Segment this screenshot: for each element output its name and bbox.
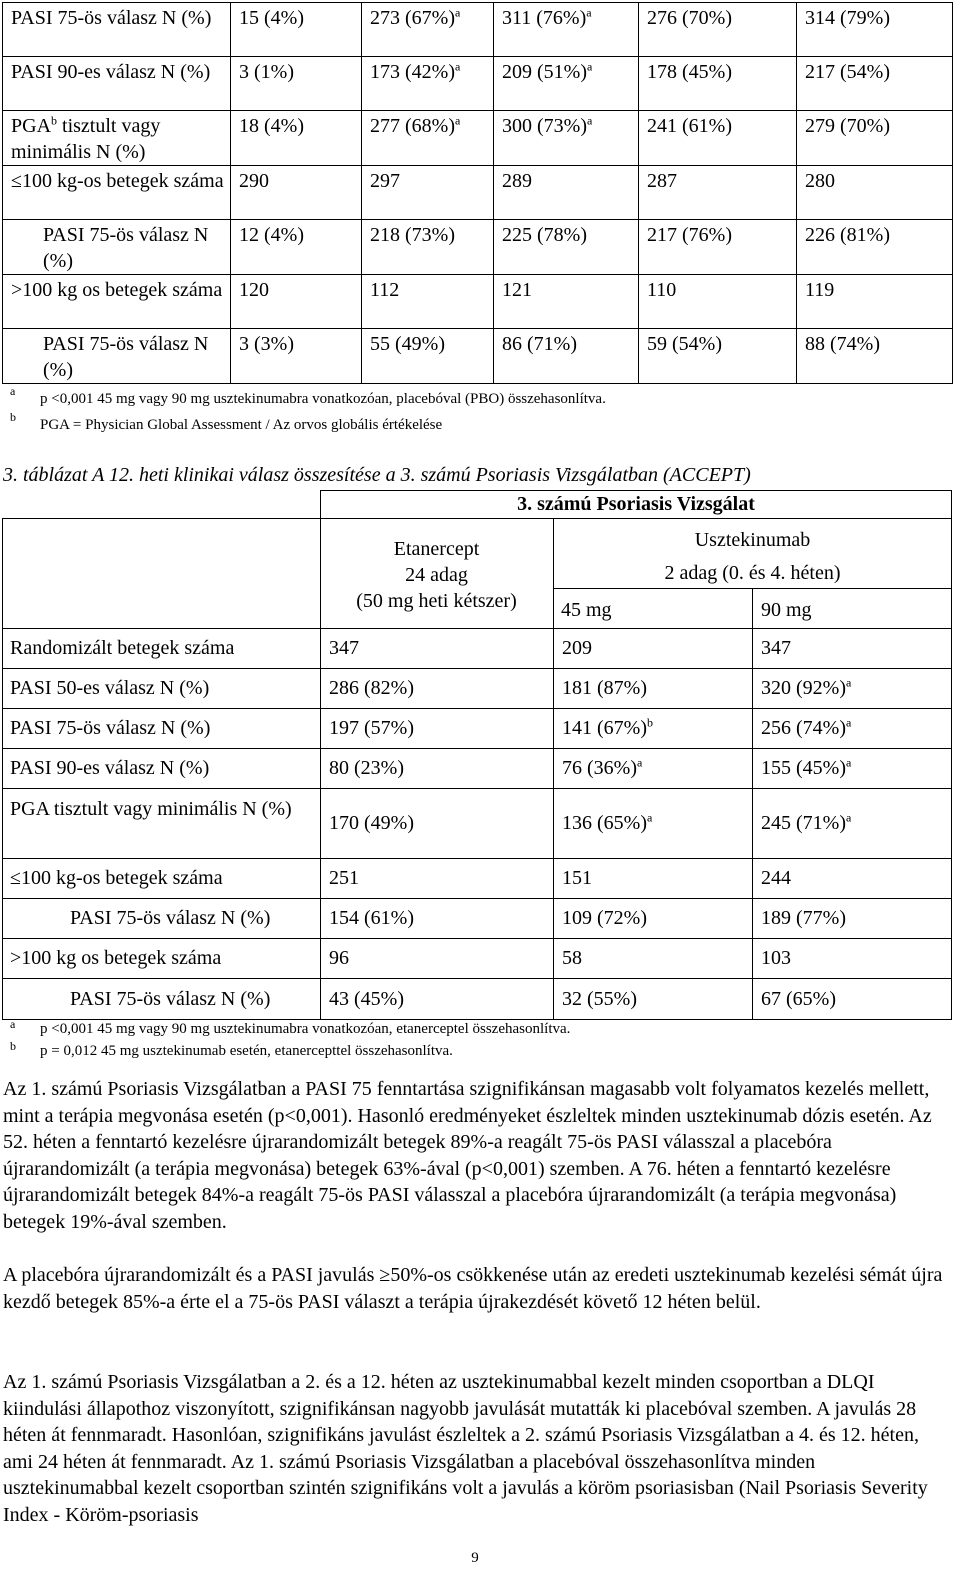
table-cell <box>329 755 404 781</box>
row-label: >100 kg os betegek száma <box>10 947 222 969</box>
table-cell <box>329 865 359 891</box>
row-label-text: PASI 75-ös válasz N (%) <box>11 7 212 29</box>
cell-value: 154 (61%) <box>329 907 414 929</box>
table-cell <box>329 905 414 931</box>
etanercept-header-line: 24 adag <box>405 564 468 586</box>
cell-value: 347 <box>329 637 359 659</box>
table-row <box>3 275 953 329</box>
footnote-text: p <0,001 45 mg vagy 90 mg usztekinumabra vonatkozóan, placebóval (PBO) összehasonlítva. <box>40 391 606 407</box>
cell-value: 59 (54%) <box>647 333 722 355</box>
table-cell <box>639 275 797 329</box>
table-row <box>3 220 953 275</box>
footnote-mark: a <box>10 384 16 398</box>
table-cell <box>494 166 639 220</box>
table-cell <box>231 111 362 166</box>
dose-header-90: 90 mg <box>761 599 812 621</box>
cell-value: 96 <box>329 947 349 969</box>
significance-mark: a <box>454 59 461 74</box>
table-cell <box>329 635 359 661</box>
table-cell <box>797 220 953 275</box>
table-cell <box>639 3 797 57</box>
cell-value: 86 (71%) <box>502 333 577 355</box>
cell-value: 280 <box>805 170 835 192</box>
row-label <box>3 166 231 220</box>
table-cell <box>761 675 851 701</box>
cell-value: 217 (54%) <box>805 61 890 83</box>
row-label <box>3 3 231 57</box>
cell-value: 141 (67%) <box>562 717 647 739</box>
footnote-text: p = 0,012 45 mg usztekinumab esetén, etanercepttel összehasonlítva. <box>40 1043 453 1059</box>
cell-value: 286 (82%) <box>329 677 414 699</box>
table-cell <box>362 329 494 384</box>
cell-value: 151 <box>562 867 592 889</box>
table-cell <box>562 755 642 781</box>
significance-mark: a <box>586 5 592 20</box>
cell-value: 178 (45%) <box>647 61 732 83</box>
cell-value: 189 (77%) <box>761 907 846 929</box>
footnote-text: PGA = Physician Global Assessment / Az orvos globális értékelése <box>40 417 443 433</box>
table-cell <box>639 220 797 275</box>
row-label <box>3 329 231 384</box>
ustekinumab-header-line: 2 adag (0. és 4. héten) <box>664 562 841 584</box>
row-label: ≤100 kg-os betegek száma <box>10 867 223 889</box>
table-cell <box>329 945 349 971</box>
study-header: 3. számú Psoriasis Vizsgálat <box>517 493 755 515</box>
cell-value: 251 <box>329 867 359 889</box>
cell-value: 58 <box>562 947 582 969</box>
cell-value: 110 <box>647 279 677 301</box>
table-cell <box>231 57 362 111</box>
cell-value: 121 <box>502 279 532 301</box>
cell-value: 279 (70%) <box>805 115 890 137</box>
cell-value: 136 (65%) <box>562 812 647 834</box>
table-cell <box>494 275 639 329</box>
table-cell <box>329 675 414 701</box>
cell-value: 109 (72%) <box>562 907 647 929</box>
cell-value: 290 <box>239 170 269 192</box>
cell-value: 287 <box>647 170 677 192</box>
row-label: PASI 75-ös válasz N (%) <box>70 988 271 1010</box>
table-cell <box>362 220 494 275</box>
table-cell <box>562 905 647 931</box>
table-cell <box>231 166 362 220</box>
significance-mark: a <box>845 810 852 825</box>
table-cell <box>761 810 851 836</box>
significance-mark: b <box>646 715 653 730</box>
cell-value: 88 (74%) <box>805 333 880 355</box>
table-cell <box>639 166 797 220</box>
significance-mark: a <box>586 59 593 74</box>
table-cell <box>797 3 953 57</box>
footnote-ref: b <box>51 113 58 128</box>
row-label-text: PASI 75-ös válasz N (%) <box>43 224 209 272</box>
table-cell <box>761 986 836 1012</box>
table-cell <box>494 3 639 57</box>
table-cell <box>639 111 797 166</box>
cell-value: 18 (4%) <box>239 115 304 137</box>
cell-value: 32 (55%) <box>562 987 637 1010</box>
table-cell <box>562 635 592 661</box>
row-label <box>3 275 231 329</box>
cell-value: 80 (23%) <box>329 757 404 779</box>
row-label: PASI 75-ös válasz N (%) <box>70 907 271 929</box>
table-cell <box>761 945 791 971</box>
ustekinumab-header <box>553 524 952 590</box>
table-cell <box>797 275 953 329</box>
cell-value: 120 <box>239 279 269 301</box>
table-cell <box>329 986 404 1012</box>
footnote-mark: b <box>10 1039 16 1053</box>
table-cell <box>797 111 953 166</box>
cell-value: 119 <box>805 279 835 301</box>
table-cell <box>761 755 851 781</box>
row-label-text: tisztult vagy minimális N (%) <box>11 115 161 163</box>
clinical-response-table-continued <box>2 2 953 384</box>
table-cell <box>231 3 362 57</box>
ustekinumab-header-line: Usztekinumab <box>694 529 811 551</box>
cell-value: 181 (87%) <box>562 677 647 699</box>
table-cell <box>494 329 639 384</box>
cell-value: 3 (3%) <box>239 333 294 355</box>
table-cell <box>639 57 797 111</box>
row-label-text: >100 kg os betegek száma <box>11 279 223 301</box>
table-row <box>3 166 953 220</box>
cell-value: 209 <box>562 637 592 659</box>
table-cell <box>362 57 494 111</box>
row-label <box>3 57 231 111</box>
table-row <box>3 57 953 111</box>
table-cell <box>797 329 953 384</box>
significance-mark: a <box>586 113 593 128</box>
footnote-mark: a <box>10 1017 16 1031</box>
cell-value: 3 (1%) <box>239 61 294 83</box>
table-cell <box>562 675 647 701</box>
table-cell <box>562 810 652 836</box>
row-label: PASI 50-es válasz N (%) <box>10 677 210 699</box>
cell-value: 170 (49%) <box>329 812 414 834</box>
cell-value: 67 (65%) <box>761 987 836 1010</box>
significance-mark: a <box>646 810 653 825</box>
table-cell <box>761 715 851 741</box>
row-label <box>3 111 231 166</box>
cell-value: 320 (92%) <box>761 677 846 699</box>
row-label: PASI 90-es válasz N (%) <box>10 757 210 779</box>
table-cell <box>362 275 494 329</box>
cell-value: 245 (71%) <box>761 812 846 834</box>
table-cell <box>494 111 639 166</box>
table-cell <box>362 111 494 166</box>
cell-value: 256 (74%) <box>761 717 846 739</box>
significance-mark: a <box>845 675 852 690</box>
cell-value: 311 (76%) <box>502 7 587 29</box>
row-label: Randomizált betegek száma <box>10 637 235 659</box>
table-cell <box>797 57 953 111</box>
table3-caption: 3. táblázat A 12. heti klinikai válasz összesítése a 3. számú Psoriasis Vizsgálatban (ACCEPT) <box>3 464 751 486</box>
etanercept-header-line: (50 mg heti kétszer) <box>356 590 517 612</box>
cell-value: 225 (78%) <box>502 224 587 246</box>
body-paragraph: Az 1. számú Psoriasis Vizsgálatban a PASI 75 fenntartása szignifikánsan magasabb volt folyamatos kezelés mellett, mint a terápia megvonása esetén (p<0,001). Hasonló eredményeket észleltek minden usztekinumab dózis esetén. Az 52. héten a fenntartó kezelésre újrarandomizált betegek 89%-a reagált 75-ös PASI válasszal a placebóra újrarandomizált (a terápia megvonása) betegek 63%-ával (p<0,001) szemben. A 76. héten a fenntartó kezelésre újrarandomizált betegek 84%-a reagált 75-ös PASI válasszal a placebóra újrarandomizált (a terápia megvonása) betegek 19%-ával szemben. <box>3 1078 932 1233</box>
significance-mark: a <box>454 113 461 128</box>
cell-value: 277 (68%) <box>370 115 455 137</box>
cell-value: 241 (61%) <box>647 115 732 137</box>
cell-value: 55 (49%) <box>370 333 445 355</box>
table-cell <box>761 635 791 661</box>
row-label-text: PASI 90-es válasz N (%) <box>11 61 211 83</box>
table-cell <box>362 166 494 220</box>
significance-mark: a <box>636 755 643 770</box>
row-label <box>3 220 231 275</box>
row-label-text: ≤100 kg-os betegek száma <box>11 170 224 192</box>
table-row <box>3 3 953 57</box>
cell-value: 244 <box>761 867 791 889</box>
row-label-text: PASI 75-ös válasz N (%) <box>43 333 209 381</box>
table-cell <box>231 220 362 275</box>
cell-value: 273 (67%) <box>370 7 455 29</box>
cell-value: 289 <box>502 170 532 192</box>
table-cell <box>362 3 494 57</box>
table-cell <box>761 865 791 891</box>
cell-value: 173 (42%) <box>370 61 455 83</box>
table-cell <box>231 329 362 384</box>
cell-value: 103 <box>761 947 791 969</box>
table-cell <box>797 166 953 220</box>
significance-mark: a <box>845 755 852 770</box>
accept-study-table <box>2 490 952 1020</box>
significance-mark: a <box>454 5 461 20</box>
footnote-mark: b <box>10 410 16 424</box>
significance-mark: a <box>845 715 852 730</box>
table-cell <box>562 945 582 971</box>
etanercept-header <box>320 536 553 614</box>
table-cell <box>329 810 414 836</box>
cell-value: 43 (45%) <box>329 987 404 1010</box>
etanercept-header-line: Etanercept <box>393 538 480 560</box>
dose-header-45: 45 mg <box>561 599 612 621</box>
table-cell <box>761 905 846 931</box>
cell-value: 347 <box>761 637 791 659</box>
table-row <box>3 111 953 166</box>
table-cell <box>329 715 414 741</box>
cell-value: 12 (4%) <box>239 224 304 246</box>
table-cell <box>562 715 653 741</box>
cell-value: 218 (73%) <box>370 224 455 246</box>
table-cell <box>231 275 362 329</box>
table-cell <box>494 220 639 275</box>
cell-value: 226 (81%) <box>805 224 890 246</box>
table-cell <box>562 865 592 891</box>
row-label: PASI 75-ös válasz N (%) <box>10 717 211 739</box>
cell-value: 155 (45%) <box>761 757 846 779</box>
cell-value: 112 <box>370 279 400 301</box>
cell-value: 15 (4%) <box>239 7 304 29</box>
table-row <box>3 329 953 384</box>
table-cell <box>494 57 639 111</box>
cell-value: 217 (76%) <box>647 224 732 246</box>
cell-value: 300 (73%) <box>502 115 587 137</box>
cell-value: 297 <box>370 170 400 192</box>
body-paragraph: Az 1. számú Psoriasis Vizsgálatban a 2. és a 12. héten az usztekinumabbal kezelt minden csoportban a DLQI kiindulási állapothoz viszonyított, szignifikánsan nagyobb javulását mutatták ki placebóval szemben. A javulás 28 héten át fennmaradt. Hasonlóan, szignifikáns javulást észleltek a 2. számú Psoriasis Vizsgálatban a 4. és 12. héten, ami 24 héten át fennmaradt. Az 1. számú Psoriasis Vizsgálatban a placebóval összehasonlítva minden usztekinumabbal kezelt csoportban szintén szignifikáns volt a javulás a köröm psoriasisban (Nail Psoriasis Severity Index - Köröm-psoriasis <box>3 1371 928 1526</box>
footnote-text: p <0,001 45 mg vagy 90 mg usztekinumabra vonatkozóan, etanerceptel összehasonlítva. <box>40 1021 571 1037</box>
cell-value: 276 (70%) <box>647 7 732 29</box>
cell-value: 76 (36%) <box>562 757 637 779</box>
cell-value: 197 (57%) <box>329 717 414 739</box>
table-cell <box>562 986 637 1012</box>
page-number: 9 <box>471 1550 479 1566</box>
cell-value: 314 (79%) <box>805 7 890 29</box>
table-cell <box>639 329 797 384</box>
row-label-text: PGA <box>11 115 52 137</box>
body-paragraph: A placebóra újrarandomizált és a PASI javulás ≥50%-os csökkenése után az eredeti usztekinumab kezelési sémát újra kezdő betegek 85%-a érte el a 75-ös PASI választ a terápia újrakezdését követő 12 héten belül. <box>3 1264 943 1313</box>
row-label: PGA tisztult vagy minimális N (%) <box>10 798 292 820</box>
cell-value: 209 (51%) <box>502 61 587 83</box>
